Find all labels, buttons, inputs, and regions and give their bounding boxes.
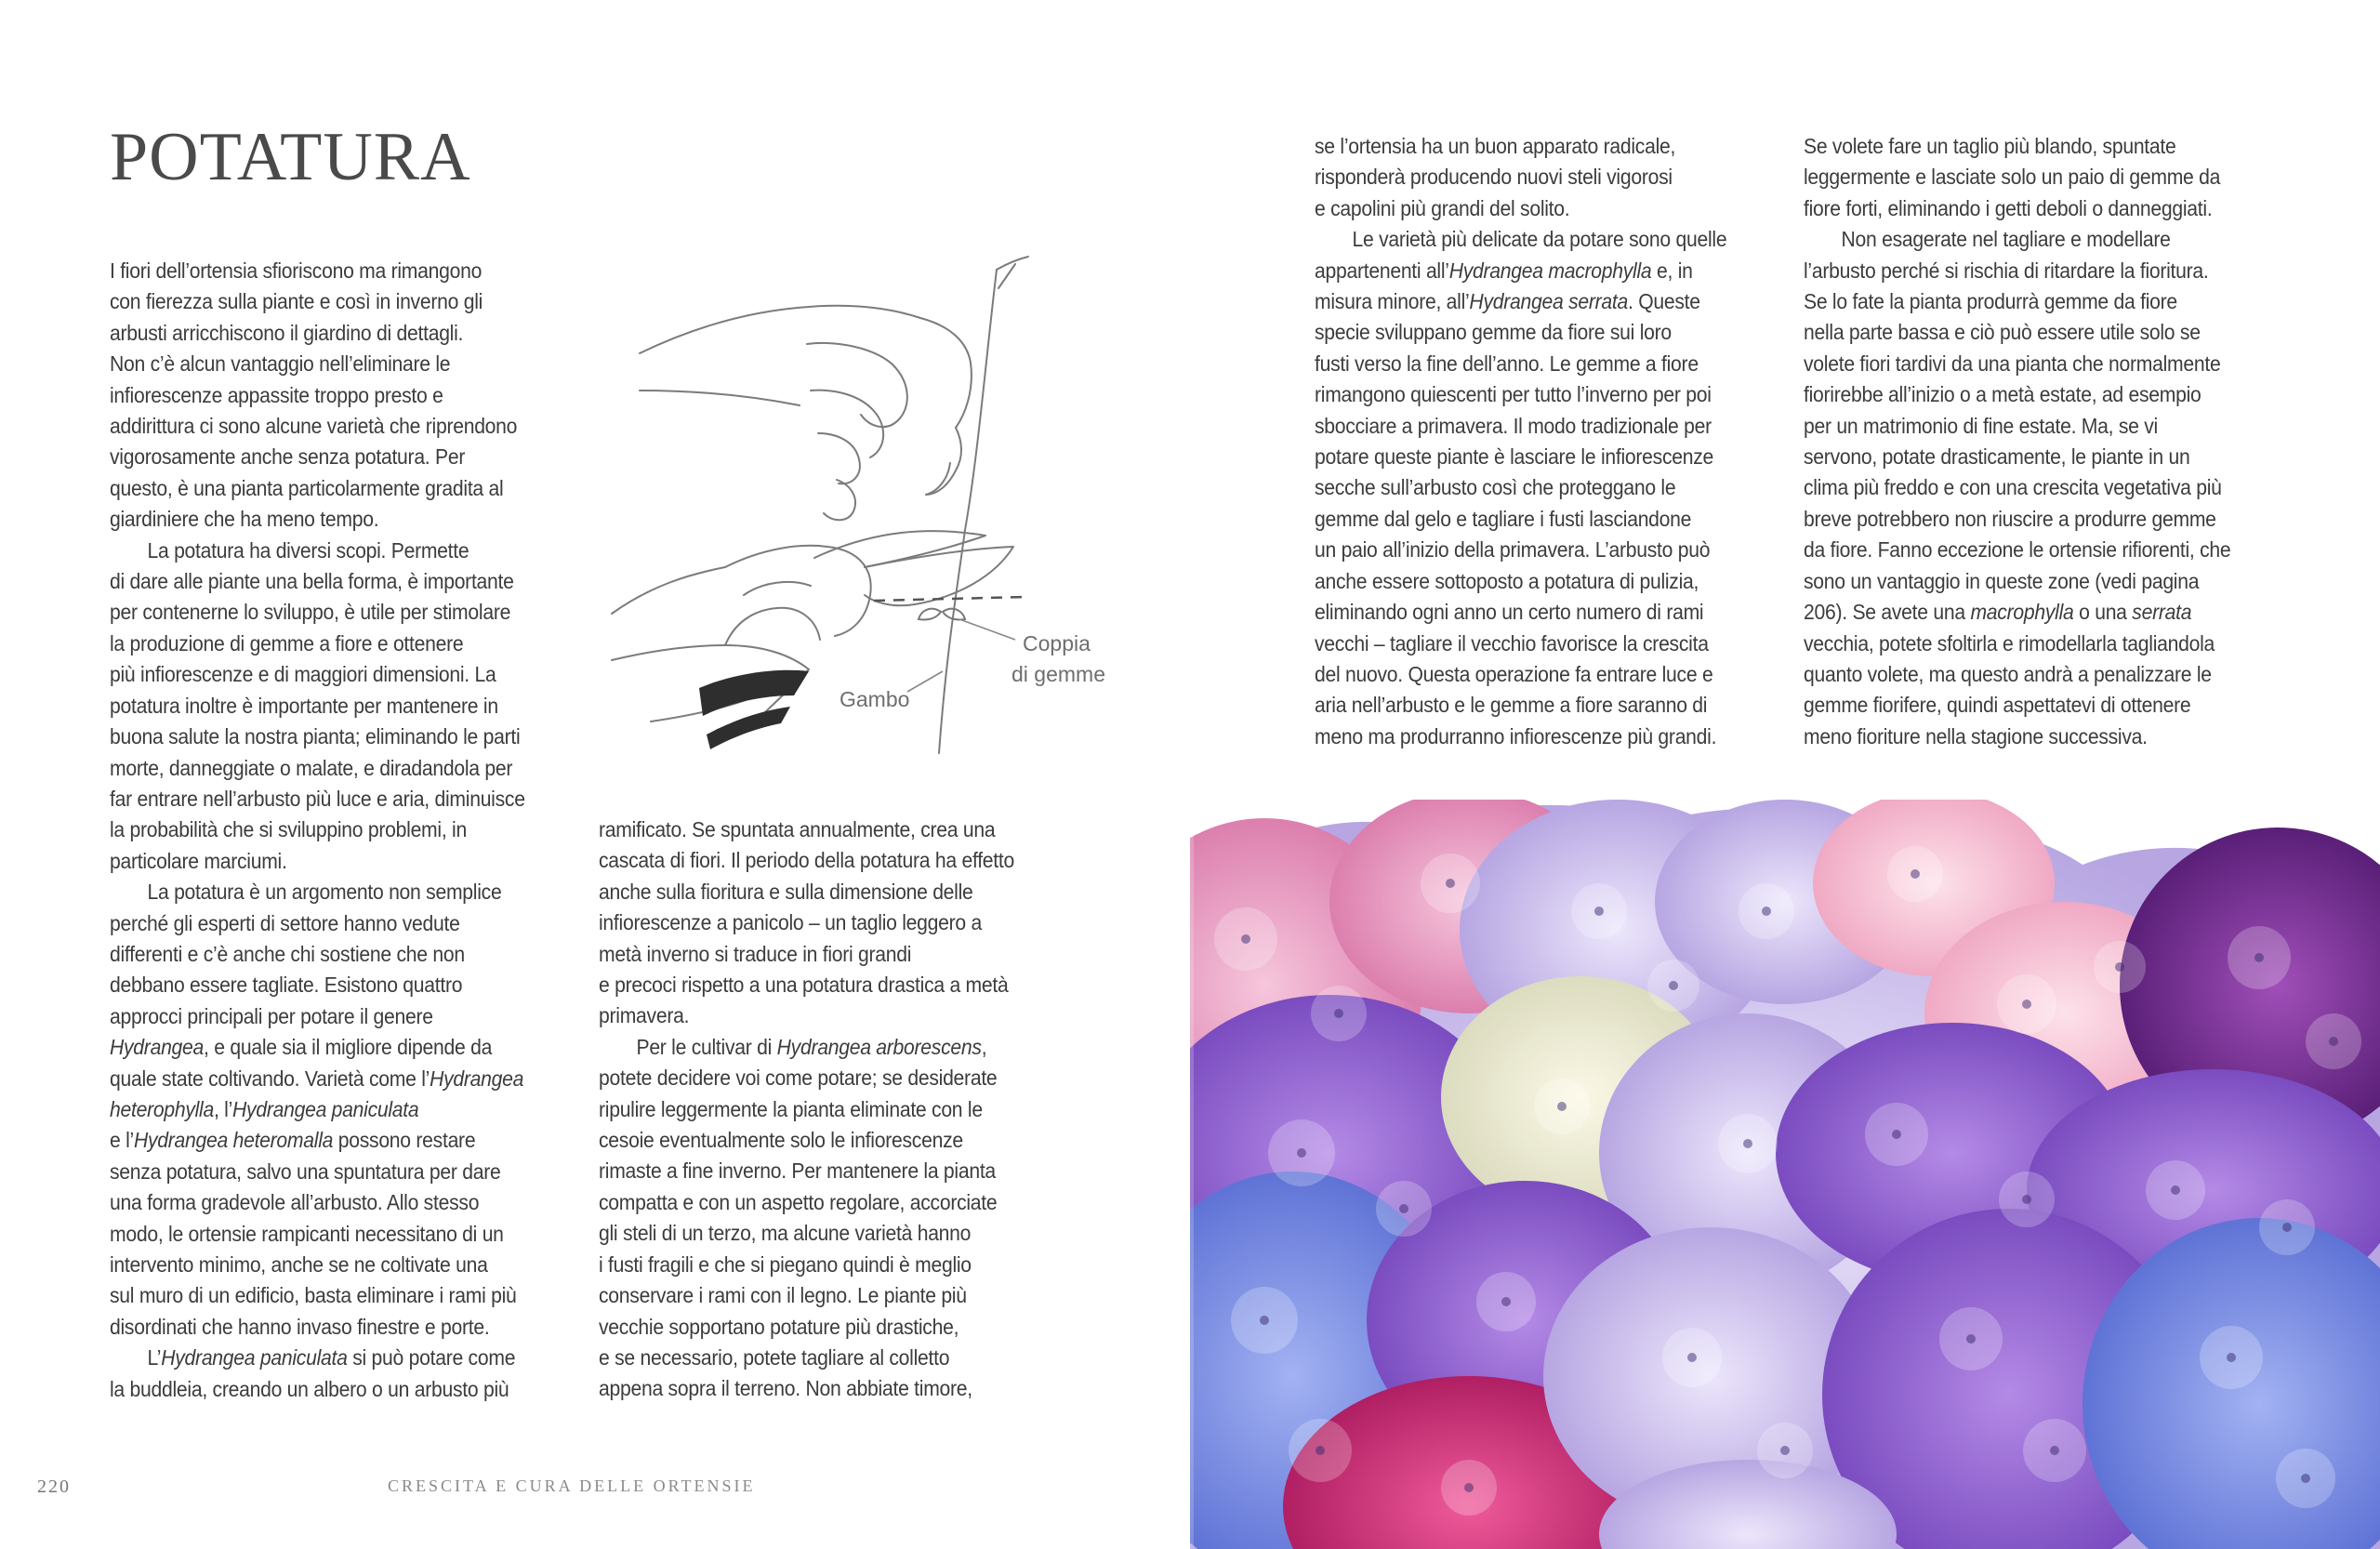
paragraph: se l’ortensia ha un buon apparato radicale, risponderà producendo nuovi steli vigorosi e capolini più grandi del solito.	[1315, 134, 1676, 220]
paragraph	[110, 877, 554, 1343]
text-run: . Queste specie sviluppano gemme da fiore sui loro fusti verso la fine dell’anno. Le gemme a fiore rimangono quiescenti per tutto l’inverno per poi sbocciare a primavera. Il modo tradizionale per potare queste piante è lasciare le infiorescenze secche sull’arbusto così che proteggano le gemme dal gelo e tagliare i fusti lasciandone un paio all’inizio della primavera. L’arbusto può anche essere sottoposto a potatura di pulizia, eliminando ogni anno un certo numero di rami vecchi – tagliare il vecchio favorisce la crescita del nuovo. Questa operazione fa entrare luce e aria nell’arbusto e le gemme a fiore saranno di meno ma produrranno infiorescenze più grandi.	[1315, 289, 1717, 748]
text-column-3	[1315, 131, 1759, 752]
paragraph: I fiori dell’ortensia sfioriscono ma rimangono con fierezza sulla piante e così in inverno gli arbusti arricchiscono il giardino di dettagli. Non c’è alcun vantaggio nell’eliminare le infiorescenze appassite troppo presto e addirittura ci sono alcune varietà che riprendono vigorosamente anche senza potatura. Per questo, è una pianta particolarmente gradita al giardiniere che ha meno tempo.	[110, 258, 518, 532]
italic-text: Hydrangea arborescens	[776, 1034, 982, 1059]
text-column-2	[599, 814, 1043, 1405]
text-run: e, in misura minore, all’	[1315, 258, 1693, 314]
hydrangea-photo	[1190, 800, 2380, 1549]
text-column-4	[1804, 131, 2248, 752]
text-column-1	[110, 256, 554, 1405]
text-run: , l’	[213, 1096, 233, 1121]
italic-text: serrata	[2132, 600, 2192, 625]
text-run: vecchia, potete sfoltirla e rimodellarla tagliandola quanto volete, ma questo andrà a penalizzare le gemme fiorifere, quindi aspettatevi di ottenere meno fioriture nella stagione successiva.	[1804, 630, 2215, 748]
text-run: Non esagerate nel tagliare e modellare l’arbusto perché si rischia di ritardare la fioritura. Se lo fate la pianta produrrà gemme da fiore nella parte bassa e ciò può essere utile solo se volete fiori tardivi da una pianta che normalmente fiorirebbe all’inizio o a metà estate, ad esempio per un matrimonio di fine estate. Ma, se vi servono, potate drasticamente, le piante in un clima più freddo e con una crescita vegetativa più breve potrebbero non riuscire a produrre gemme da fiore. Fanno eccezione le ortensie rifiorenti, che sono un vantaggio in queste zone (vedi pagina 206). Se avete una	[1804, 227, 2231, 625]
italic-text: macrophylla	[1970, 600, 2074, 625]
pruning-illustration	[595, 251, 1116, 772]
italic-text: Hydrangea macrophylla	[1448, 258, 1652, 283]
italic-text: Hydrangea serrata	[1469, 289, 1629, 314]
page-title: POTATURA	[110, 119, 471, 195]
italic-text: Hydrangea heteromalla	[133, 1128, 334, 1153]
text-run: o una	[2073, 600, 2133, 625]
text-run: e l’	[110, 1128, 134, 1153]
paragraph	[1315, 224, 1759, 752]
text-run: senza potatura, salvo una spuntatura per dare una forma gradevole all’arbusto. Allo stesso modo, le ortensie rampicanti necessitano di un intervento minimo, anche se ne coltivate una sul muro di un edificio, basta eliminare i rami più disordinati che hanno invaso finestre e porte.	[110, 1158, 517, 1339]
paragraph	[1804, 224, 2248, 752]
label-stem: Gambo	[840, 687, 910, 711]
label-bud-pair-line2: di gemme	[1012, 662, 1105, 686]
text-run: L’	[147, 1345, 162, 1370]
text-run: , potete decidere voi come potare; se desiderate ripulire leggermente la pianta eliminate con le cesoie eventualmente solo le infiorescenze rimaste a fine inverno. Per mantenere la pianta compatta e con un aspetto regolare, accorciate gli steli di un terzo, ma alcune varietà hanno i fusti fragili e che si piegano quindi è meglio conservare i rami con il legno. Le piante più vecchie sopportano potature più drastiche, e se necessario, potete tagliare al colletto appena sopra il terreno. Non abbiate timore,	[599, 1034, 998, 1401]
running-title: CRESCITA E CURA DELLE ORTENSIE	[388, 1476, 756, 1495]
page-number: 220	[37, 1476, 71, 1497]
italic-text: Hydrangea heterophylla	[110, 1066, 524, 1121]
right-page	[1190, 0, 2380, 1549]
label-bud-pair-line1: Coppia	[1023, 631, 1091, 655]
text-run: si può potare come la buddleia, creando un albero o un arbusto più	[110, 1345, 516, 1401]
text-run: Per le cultivar di	[636, 1034, 777, 1059]
italic-text: Hydrangea paniculata	[161, 1345, 348, 1370]
italic-text: Hydrangea paniculata	[232, 1096, 419, 1121]
italic-text: Hydrangea	[110, 1035, 205, 1060]
text-run: possono restare	[333, 1128, 476, 1153]
paragraph	[110, 1343, 554, 1405]
paragraph	[599, 1032, 1043, 1405]
paragraph: ramificato. Se spuntata annualmente, crea una cascata di fiori. Il periodo della potatura ha effetto anche sulla fioritura e sulla dimensione delle infiorescenze a panicolo – un taglio leggero a metà inverno si traduce in fiori grandi e precoci rispetto a una potatura drastica a metà primavera.	[599, 817, 1014, 1028]
paragraph: Se volete fare un taglio più blando, spuntate leggermente e lasciate solo un paio di gemme da fiore forti, eliminando i getti deboli o danneggiati.	[1804, 134, 2221, 220]
text-run: , e quale sia il migliore dipende da quale state coltivando. Varietà come l’	[110, 1035, 493, 1091]
paragraph: La potatura ha diversi scopi. Permette di dare alle piante una bella forma, è importante per contenerne lo sviluppo, è utile per stimolare la produzione di gemme a fiore e ottenere più infiorescenze e di maggiori dimensioni. La potatura inoltre è importante per mantenere in buona salute la nostra pianta; eliminando le parti morte, danneggiate o malate, e diradandola per far entrare nell’arbusto più luce e aria, diminuisce la probabilità che si sviluppino problemi, in particolare marciumi.	[110, 537, 525, 873]
text-run: Le varietà più delicate da potare sono quelle appartenenti all’	[1315, 227, 1727, 283]
text-run: La potatura è un argomento non semplice perché gli esperti di settore hanno vedute differenti e c’è anche chi sostiene che non debbano essere tagliate. Esistono quattro approcci principali per potare il genere	[110, 880, 502, 1028]
